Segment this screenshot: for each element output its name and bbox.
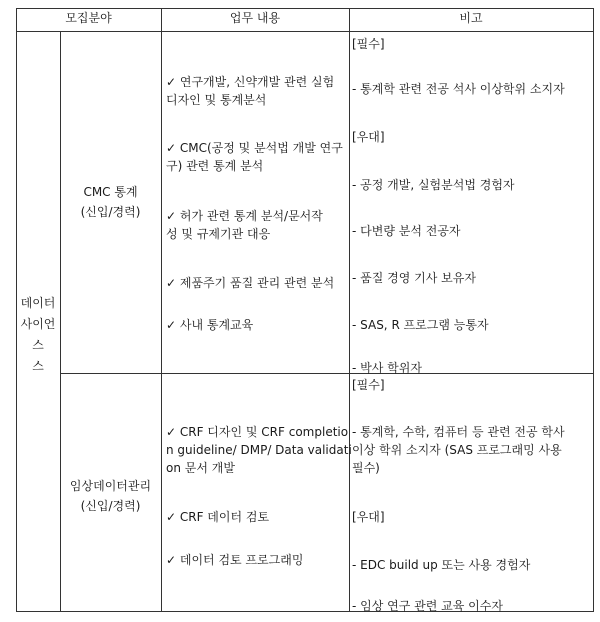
header-notes: 비고 <box>459 11 483 25</box>
header-field: 모집분야 <box>65 11 112 25</box>
preferred-item: - SAS, R 프로그램 능통자 <box>352 318 489 332</box>
section-name-line: (신입/경력) <box>80 499 141 513</box>
section-name-cdm <box>60 476 161 516</box>
task-line: ✓ 연구개발, 신약개발 관련 실험 <box>166 75 335 89</box>
required-label: [필수] <box>352 378 385 392</box>
header-tasks: 업무 내용 <box>229 11 281 25</box>
preferred-label: [우대] <box>352 510 385 524</box>
task-line: ✓ CRF 데이터 검토 <box>166 510 270 524</box>
field-line: 스 <box>32 359 44 373</box>
preferred-item: - EDC build up 또는 사용 경험자 <box>352 558 531 572</box>
required-line: 필수) <box>352 461 380 475</box>
task-line: 구) 관련 통계 분석 <box>166 159 264 173</box>
task-line: 성 및 규제기관 대응 <box>166 227 271 241</box>
field-name <box>16 293 60 377</box>
preferred-label: [우대] <box>352 130 385 144</box>
task-item <box>166 423 352 477</box>
field-line: 데이터 <box>20 296 56 310</box>
task-line: 디자인 및 통계분석 <box>166 93 267 107</box>
task-line: ✓ CMC(공정 및 분석법 개발 연구 <box>166 141 343 155</box>
task-item <box>166 274 334 292</box>
preferred-item: - 다변량 분석 전공자 <box>352 224 461 238</box>
preferred-item: - 공정 개발, 실험분석법 경험자 <box>352 178 515 192</box>
task-line: on 문서 개발 <box>166 461 235 475</box>
task-item <box>166 508 269 526</box>
task-line: ✓ 데이터 검토 프로그래밍 <box>166 553 304 567</box>
section-name-line: 임상데이터관리 <box>69 479 152 493</box>
required-line: 이상 학위 소지자 (SAS 프로그래밍 사용 <box>352 443 562 457</box>
task-item <box>166 316 253 334</box>
preferred-item: - 품질 경영 기사 보유자 <box>352 271 476 285</box>
task-line: ✓ 사내 통계교육 <box>166 318 254 332</box>
section-name-line: (신입/경력) <box>80 205 141 219</box>
task-line: ✓ CRF 디자인 및 CRF completio <box>166 425 349 439</box>
preferred-item: - 박사 학위자 <box>352 361 422 375</box>
task-line: n guideline/ DMP/ Data validati <box>166 443 352 457</box>
section-name-line: CMC 통계 <box>83 185 138 199</box>
task-item <box>166 139 343 175</box>
task-item <box>166 207 323 243</box>
required-line: - 통계학, 수학, 컴퓨터 등 관련 전공 학사 <box>352 425 565 439</box>
task-line: ✓ 제품주기 품질 관리 관련 분석 <box>166 276 335 290</box>
field-line: 사이언스 <box>20 317 56 352</box>
section-name-cmc <box>60 182 161 222</box>
task-line: ✓ 허가 관련 통계 분석/문서작 <box>166 209 323 223</box>
preferred-item: - 임상 연구 관련 교육 이수자 <box>352 599 503 613</box>
task-item <box>166 551 303 569</box>
required-label: [필수] <box>352 37 385 51</box>
required-item: - 통계학 관련 전공 석사 이상학위 소지자 <box>352 82 565 96</box>
required-item <box>352 423 565 477</box>
task-item <box>166 73 334 109</box>
